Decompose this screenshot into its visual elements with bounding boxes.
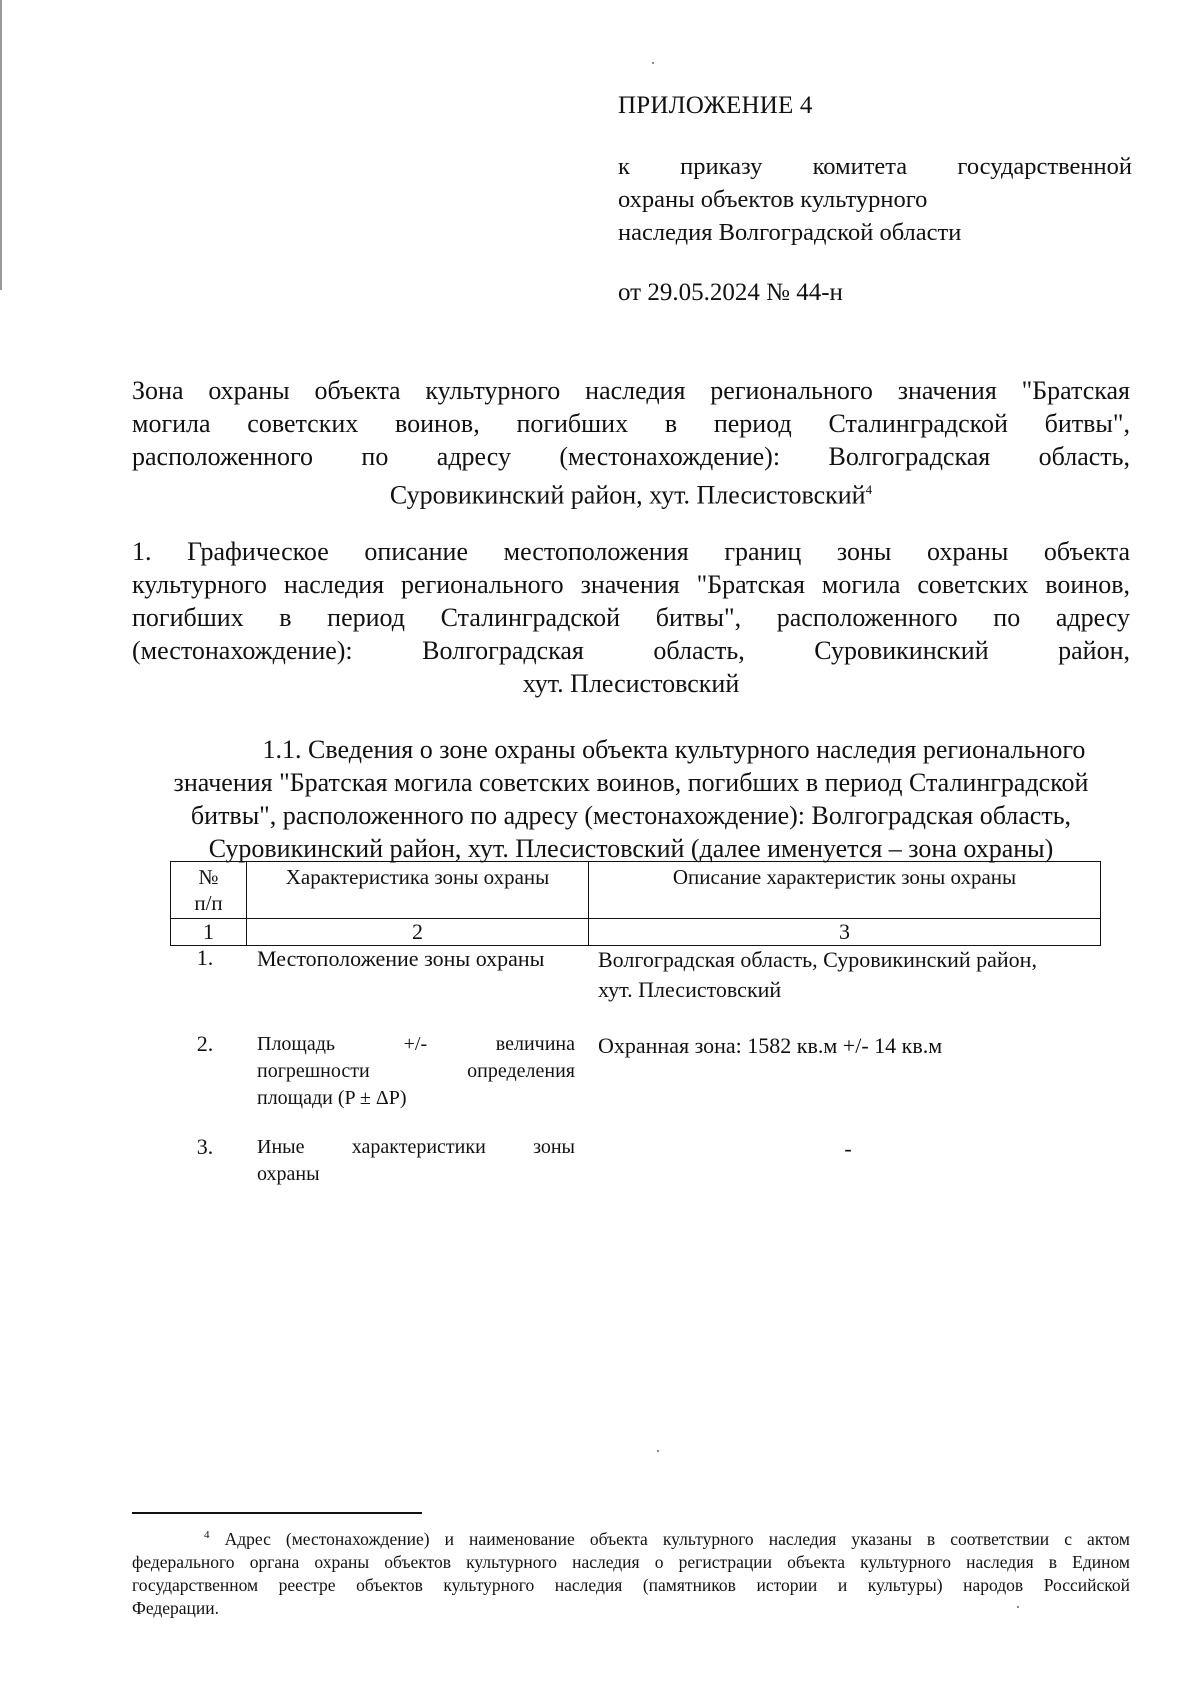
section-1-heading	[132, 535, 1130, 700]
footnote-marker: 4	[204, 1529, 210, 1541]
footnote-reference[interactable]: 4	[865, 482, 873, 497]
row-description	[598, 945, 1098, 1005]
row-description-line-1: -	[844, 1136, 852, 1161]
footnote-line-1	[132, 1524, 1130, 1551]
row-description	[598, 1134, 1098, 1164]
row-characteristic: Местоположение зоны охраны	[257, 946, 545, 971]
index-cell-2: 2	[247, 919, 589, 946]
subsection-line-4: Суровикинский район, хут. Плесистовский (далее именуется – зона охраны)	[208, 834, 1054, 863]
row-number: 3.	[196, 1134, 214, 1159]
row-characteristic-line-2: погрешности определения	[257, 1060, 575, 1082]
row-number: 1.	[196, 945, 214, 970]
subsection-line-3: битвы", расположенного по адресу (местонахождение): Волгоградская область,	[190, 801, 1072, 830]
table-index-row	[171, 919, 1101, 946]
zone-title-line-4	[132, 473, 1130, 512]
scan-speck	[652, 62, 654, 64]
index-cell-1: 1	[171, 919, 247, 946]
footnote-line-2: федерального органа охраны объектов культурного наследия о регистрации объекта культурного наследия в Едином	[132, 1551, 1130, 1572]
row-description-line-2: хут. Плесистовский	[598, 977, 782, 1002]
header-number-line-1: №	[198, 865, 219, 889]
row-characteristic-line-2: охраны	[257, 1163, 320, 1185]
order-date: от 29.05.2024 № 44-н	[618, 279, 843, 306]
appendix-title: ПРИЛОЖЕНИЕ 4	[618, 92, 813, 119]
row-description-line-1: Охранная зона: 1582 кв.м +/- 14 кв.м	[598, 1033, 943, 1058]
footnote-line-1-text: Адрес (местонахождение) и наименование объекта культурного наследия указаны в соответствии с актом	[209, 1528, 1130, 1549]
order-line-1: к приказу комитета государственной	[618, 153, 1132, 180]
header-description: Описание характеристик зоны охраны	[589, 862, 1101, 919]
footnote-separator	[132, 1512, 422, 1514]
zone-title-line-2: могила советских воинов, погибших в период Сталинградской битвы",	[132, 409, 1130, 438]
zone-title-line-3: расположенного по адресу (местонахождение): Волгоградская область,	[132, 442, 1130, 471]
table-header-row	[171, 862, 1101, 919]
footnote	[132, 1524, 1130, 1620]
row-characteristic-line-1: Иные характеристики зоны	[257, 1136, 575, 1158]
subsection-line-1: 1.1. Сведения о зоне охраны объекта культурного наследия регионального	[262, 735, 1086, 764]
zone-title	[132, 374, 1130, 512]
zone-title-line-1: Зона охраны объекта культурного наследия регионального значения "Братская	[132, 376, 1130, 405]
section-1-line-3: погибших в период Сталинградской битвы", расположенного по адресу	[132, 603, 1130, 632]
scan-speck	[657, 1450, 659, 1452]
row-characteristic	[257, 1031, 575, 1112]
footnote-line-4: Федерации.	[132, 1597, 220, 1618]
row-characteristic-line-1: Площадь +/- величина	[257, 1033, 575, 1055]
header-number-line-2: п/п	[194, 891, 223, 915]
row-description-line-1: Волгоградская область, Суровикинский район,	[598, 947, 1037, 972]
order-line-2: охраны объектов культурного	[618, 186, 928, 213]
row-characteristic-line-3: площади (P ± ΔP)	[257, 1087, 407, 1109]
index-cell-3: 3	[589, 919, 1101, 946]
footnote-line-3: государственном реестре объектов культурного наследия (памятников истории и культуры) народов Российской	[132, 1574, 1130, 1595]
zone-table	[170, 861, 1100, 946]
zone-table-grid	[170, 861, 1101, 946]
order-reference	[618, 150, 1132, 249]
section-1-line-5: хут. Плесистовский	[522, 669, 740, 698]
subsection-1-1	[132, 733, 1130, 865]
row-characteristic	[257, 1134, 575, 1188]
header-number	[171, 862, 247, 919]
scan-edge-mark	[0, 0, 2, 290]
order-line-3: наследия Волгоградской области	[618, 219, 962, 246]
section-1-line-2: культурного наследия регионального значения "Братская могила советских воинов,	[132, 570, 1130, 599]
section-1-line-1: 1. Графическое описание местоположения границ зоны охраны объекта	[132, 537, 1130, 566]
row-number: 2.	[196, 1031, 214, 1056]
row-description	[598, 1031, 1098, 1061]
zone-title-line-4-text: Суровикинский район, хут. Плесистовский	[389, 480, 866, 510]
header-characteristic: Характеристика зоны охраны	[247, 862, 589, 919]
subsection-line-2: значения "Братская могила советских воинов, погибших в период Сталинградской	[173, 768, 1089, 797]
section-1-line-4: (местонахождение): Волгоградская область, Суровикинский район,	[132, 636, 1130, 665]
